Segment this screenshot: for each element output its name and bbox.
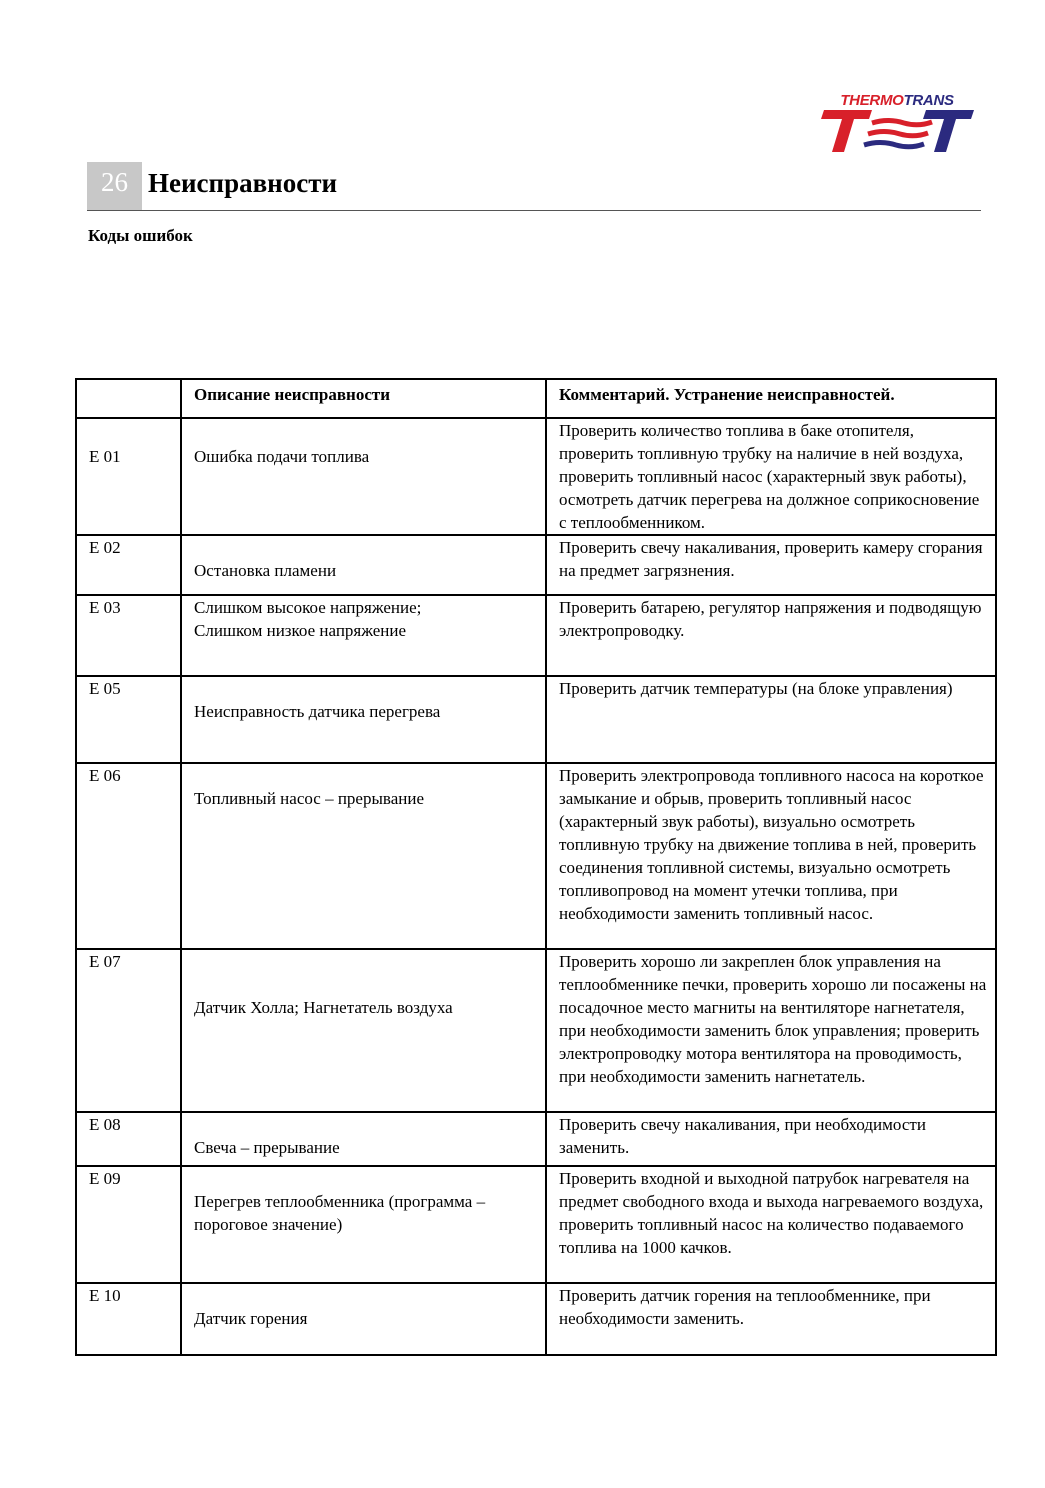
chapter-header: [87, 162, 981, 211]
table-row: [76, 595, 996, 676]
error-code: E 01: [76, 418, 181, 535]
fault-description: Перегрев теплообменника (программа – пороговое значение): [181, 1166, 546, 1283]
fault-comment: Проверить свечу накаливания, проверить камеру сгорания на предмет загрязнения.: [546, 535, 996, 595]
table-row: [76, 535, 996, 595]
fault-description: Топливный насос – прерывание: [181, 763, 546, 949]
fault-comment: Проверить батарею, регулятор напряжения и подводящую электропроводку.: [546, 595, 996, 676]
fault-comment: Проверить входной и выходной патрубок нагревателя на предмет свободного входа и выхода нагреваемого воздуха, проверить топливный насос на количество подаваемого топлива на 1000 качков.: [546, 1166, 996, 1283]
error-codes-table: [75, 378, 997, 1356]
fault-description: Ошибка подачи топлива: [181, 418, 546, 535]
chapter-number: 26: [87, 162, 142, 210]
fault-description: Свеча – прерывание: [181, 1112, 546, 1166]
error-code: E 08: [76, 1112, 181, 1166]
fault-comment: Проверить хорошо ли закреплен блок управления на теплообменнике печки, проверить хорошо ли посажены на посадочное место магниты на вентиляторе нагнетателя, при необходимости заменить блок управления; проверить электропроводку мотора вентилятора на проводимость, при необходимости заменить нагнетатель.: [546, 949, 996, 1112]
header-description: Описание неисправности: [181, 379, 546, 418]
error-code: E 07: [76, 949, 181, 1112]
thermotrans-logo: [814, 92, 980, 156]
table-row: [76, 676, 996, 763]
error-code: E 06: [76, 763, 181, 949]
table-row: [76, 949, 996, 1112]
fault-description: Слишком высокое напряжение; Слишком низкое напряжение: [181, 595, 546, 676]
header-comment: Комментарий. Устранение неисправностей.: [546, 379, 996, 418]
fault-description: Неисправность датчика перегрева: [181, 676, 546, 763]
fault-description: Остановка пламени: [181, 535, 546, 595]
table-row: [76, 1112, 996, 1166]
table-row: [76, 1283, 996, 1355]
error-code: E 10: [76, 1283, 181, 1355]
fault-comment: Проверить количество топлива в баке отопителя, проверить топливную трубку на наличие в ней воздуха, проверить топливный насос (характерный звук работы), осмотреть датчик перегрева на должное соприкосновение с теплообменником.: [546, 418, 996, 535]
fault-comment: Проверить датчик температуры (на блоке управления): [546, 676, 996, 763]
table-header-row: [76, 379, 996, 418]
header-code: [76, 379, 181, 418]
error-code: E 05: [76, 676, 181, 763]
section-subtitle: Коды ошибок: [88, 226, 193, 245]
logo-text: THERMOTRANS: [840, 92, 954, 109]
fault-comment: Проверить датчик горения на теплообменнике, при необходимости заменить.: [546, 1283, 996, 1355]
error-code: E 03: [76, 595, 181, 676]
fault-description: Датчик горения: [181, 1283, 546, 1355]
table-row: [76, 1166, 996, 1283]
table-row: [76, 763, 996, 949]
fault-comment: Проверить электропровода топливного насоса на короткое замыкание и обрыв, проверить топливный насос (характерный звук работы), визуально осмотреть топливную трубку на движение топлива в ней, проверить соединения топливной системы, визуально осмотреть топливопровод на момент утечки топлива, при необходимости заменить топливный насос.: [546, 763, 996, 949]
fault-description: Датчик Холла; Нагнетатель воздуха: [181, 949, 546, 1112]
error-code: E 09: [76, 1166, 181, 1283]
table-row: [76, 418, 996, 535]
chapter-title: Неисправности: [148, 168, 338, 198]
error-code: E 02: [76, 535, 181, 595]
fault-comment: Проверить свечу накаливания, при необходимости заменить.: [546, 1112, 996, 1166]
tet-logo-icon: [820, 110, 974, 156]
